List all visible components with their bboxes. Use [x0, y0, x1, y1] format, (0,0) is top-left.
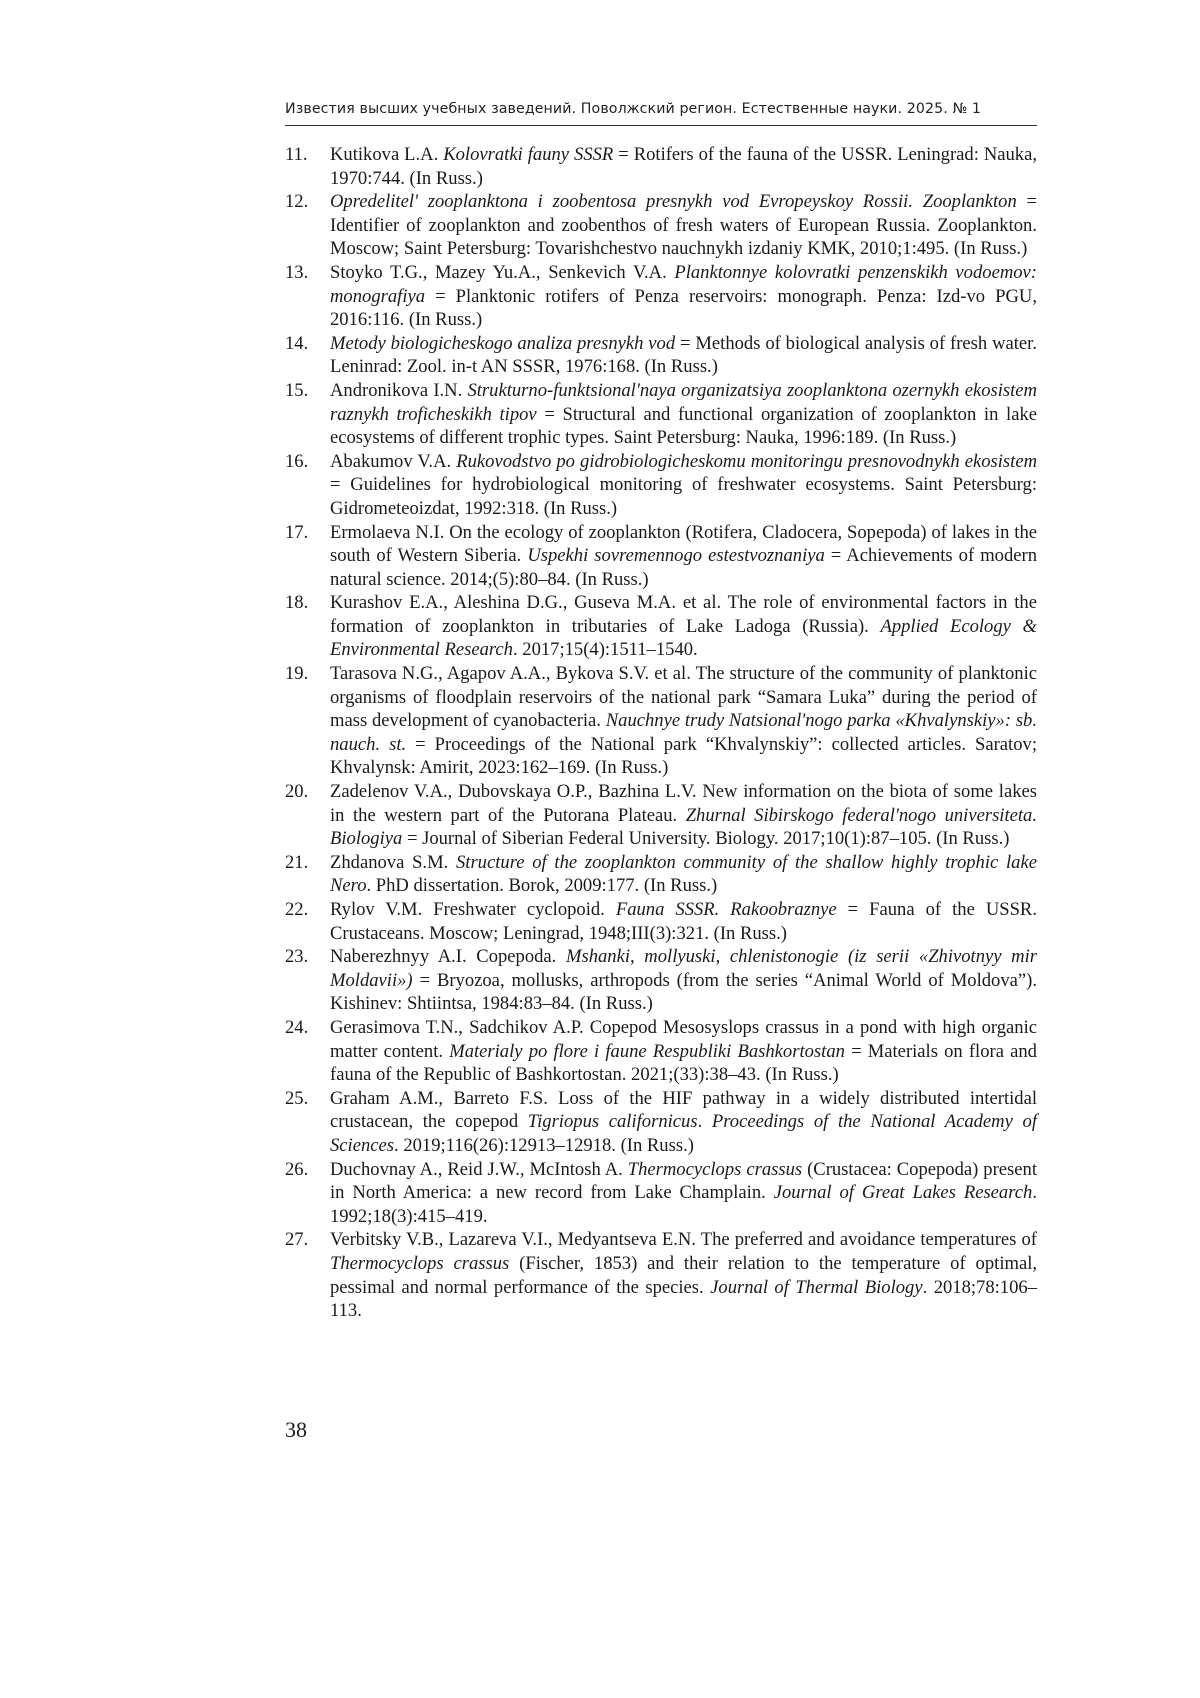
reference-segment: Graham A.M., Barreto F.S. Loss of the HIF pathway in a widely distributed intertidal crustacean, the copepod: [330, 1088, 1037, 1133]
reference-segment: = Identifier of zooplankton and zoobenthos of fresh waters of European Russia. Zoo­plankton. Moscow; Saint Petersburg: Tovarishchestvo nauchnykh izdaniy KMK, 2010;1:495. (In Russ.): [330, 191, 1037, 259]
reference-list: [285, 143, 1037, 1323]
reference-segment: = Achieve­ments of modern natural science. 2014;(5):80–84. (In Russ.): [330, 545, 1037, 590]
reference-segment: . PhD dissertation. Borok, 2009:177. (In Russ.): [367, 875, 718, 896]
reference-segment: = Materials on flora and fauna of the Republic of Bashkortostan. 2021;(33):38–43. (In Russ.): [330, 1041, 1037, 1086]
reference-segment: = Planktonic rotifers of Penza reservoirs: monograph. Penza: Izd-vo PGU, 2016:116. (In Russ.): [330, 286, 1037, 331]
reference-segment: Tarasova N.G., Agapov A.A., Bykova S.V. et al. The structure of the community of planktonic organisms of floodplain reservoirs of the national park “Samara Luka” dur­ing the period of mass development of cyanobacteria.: [330, 663, 1037, 731]
reference-segment: = Proceedings of the National park “Khvalynskiy”: collected articles. Saratov; Khvalynsk: Amirit, 2023:162–169. (In Russ.): [330, 734, 1037, 779]
header-rule: [285, 125, 1037, 126]
reference-italic-segment: Thermocyclops crassus: [330, 1253, 509, 1274]
reference-text: [330, 450, 1037, 521]
reference-italic-segment: Zhurnal Sibirskogo federal'nogo uni­versiteta. Biologiya: [330, 805, 1037, 850]
reference-item: [285, 143, 1037, 190]
reference-italic-segment: Proceedings of the National Academy of Sciences: [330, 1111, 1037, 1156]
reference-item: [285, 332, 1037, 379]
reference-segment: Kutikova L.A.: [330, 144, 443, 165]
reference-number: 13.: [285, 261, 330, 332]
reference-segment: Naberezhnyy A.I. Copepoda.: [330, 946, 566, 967]
reference-segment: Stoyko T.G., Mazey Yu.A., Senkevich V.A.: [330, 262, 674, 283]
reference-italic-segment: Mshanki, mollyuski, chlenistonogie (iz serii «Zhivotnyy mir Moldavii»): [330, 946, 1037, 991]
reference-segment: Gerasimova T.N., Sadchikov A.P. Copepod Mesosyslops crassus in a pond with high organic matter content.: [330, 1017, 1037, 1062]
reference-number: 18.: [285, 591, 330, 662]
reference-text: [330, 379, 1037, 450]
reference-segment: = Bryozoa, mollusks, arthropods (from the series “Animal World of Moldova”). Kishinev: Shtiintsa, 1984:83–84. (In Russ.): [330, 970, 1037, 1015]
reference-number: 23.: [285, 945, 330, 1016]
reference-text: [330, 945, 1037, 1016]
reference-text: [330, 143, 1037, 190]
reference-segment: = Journal of Siberian Federal University. Biology. 2017;10(1):87–105. (In Russ.): [402, 828, 1009, 849]
reference-item: [285, 662, 1037, 780]
reference-text: [330, 521, 1037, 592]
reference-number: 20.: [285, 780, 330, 851]
reference-italic-segment: Opredelitel' zooplanktona i zoobentosa presnykh vod Evropeyskoy Rossii. Zooplankton: [330, 191, 1017, 212]
reference-italic-segment: Nauchnye trudy Natsional'nogo parka «Khvalynskiy»: sb. nauch. st.: [330, 710, 1037, 755]
reference-item: [285, 1087, 1037, 1158]
reference-segment: = Guidelines for hydrobiological monitoring of freshwater ecosystems. Saint Petersburg: Gidrometeoizdat, 1992:318. (In Russ.): [330, 474, 1037, 519]
reference-number: 24.: [285, 1016, 330, 1087]
reference-segment: Rylov V.M. Freshwater cyclopoid.: [330, 899, 616, 920]
reference-text: [330, 1228, 1037, 1322]
reference-number: 17.: [285, 521, 330, 592]
reference-item: [285, 1158, 1037, 1229]
reference-number: 11.: [285, 143, 330, 190]
reference-item: [285, 190, 1037, 261]
reference-text: [330, 261, 1037, 332]
reference-item: [285, 1228, 1037, 1322]
reference-italic-segment: Metody biologicheskogo analiza presnykh vod: [330, 333, 675, 354]
reference-italic-segment: Uspekhi sovremennogo estestvoznaniya: [527, 545, 824, 566]
reference-item: [285, 851, 1037, 898]
reference-text: [330, 332, 1037, 379]
reference-text: [330, 190, 1037, 261]
reference-text: [330, 1016, 1037, 1087]
reference-item: [285, 450, 1037, 521]
reference-text: [330, 662, 1037, 780]
reference-italic-segment: Planktonnye kolovratki penzenskikh vodoemov: monografiya: [330, 262, 1037, 307]
reference-segment: . 2018;78:106–113.: [330, 1277, 1037, 1322]
reference-item: [285, 945, 1037, 1016]
page-number: 38: [285, 1417, 307, 1443]
reference-number: 21.: [285, 851, 330, 898]
reference-item: [285, 1016, 1037, 1087]
reference-segment: Zadelenov V.A., Dubovskaya O.P., Bazhina L.V. New information on the biota of some lakes in the western part of the Putorana Plateau.: [330, 781, 1037, 826]
reference-segment: Abakumov V.A.: [330, 451, 456, 472]
reference-italic-segment: Fauna SSSR. Rakoobraznye: [616, 899, 837, 920]
reference-segment: .: [698, 1111, 712, 1132]
reference-number: 27.: [285, 1228, 330, 1322]
reference-segment: . 2017;15(4):1511–1540.: [513, 639, 698, 660]
reference-number: 25.: [285, 1087, 330, 1158]
reference-segment: Duchovnay A., Reid J.W., McIntosh A.: [330, 1159, 628, 1180]
reference-italic-segment: Tigriopus californicus: [528, 1111, 698, 1132]
reference-segment: Zhdanova S.M.: [330, 852, 456, 873]
reference-segment: = Methods of biological analysis of fresh water. Leninrad: Zool. in-t AN SSSR, 1976:168. (In Russ.): [330, 333, 1037, 378]
reference-number: 22.: [285, 898, 330, 945]
reference-text: [330, 591, 1037, 662]
reference-segment: (Fischer, 1853) and their relation to the temperature of optimal, pessimal and normal performance of the species.: [330, 1253, 1037, 1298]
reference-italic-segment: Applied Ecology & Environmental Research: [330, 616, 1037, 661]
reference-text: [330, 851, 1037, 898]
running-header: Известия высших учебных заведений. Поволжский регион. Естественные науки. 2025. № 1: [285, 101, 1037, 117]
reference-segment: = Fauna of the USSR. Crustaceans. Moscow; Leningrad, 1948;III(3):321. (In Russ.): [330, 899, 1037, 944]
reference-number: 15.: [285, 379, 330, 450]
reference-number: 16.: [285, 450, 330, 521]
reference-italic-segment: Strukturno-funktsional'naya organizatsiya zooplanktona ozernykh ekosistem raznykh troficheskikh tipov: [330, 380, 1037, 425]
reference-italic-segment: Structure of the zooplankton community of the shallow highly trophic lake Nero: [330, 852, 1037, 897]
reference-italic-segment: Kolovratki fauny SSSR: [443, 144, 613, 165]
reference-item: [285, 379, 1037, 450]
reference-text: [330, 898, 1037, 945]
reference-segment: Ermolaeva N.I. On the ecology of zooplankton (Rotifera, Cladocera, Sopepoda) of lakes in the south of Western Siberia.: [330, 522, 1037, 567]
reference-number: 14.: [285, 332, 330, 379]
reference-italic-segment: Rukovodstvo po gidrobiologicheskomu monitoringu presnovodnykh ekosistem: [456, 451, 1037, 472]
reference-segment: . 1992;18(3):415–419.: [330, 1182, 1037, 1227]
reference-italic-segment: Thermocyclops crassus: [628, 1159, 802, 1180]
reference-item: [285, 261, 1037, 332]
reference-text: [330, 1158, 1037, 1229]
reference-italic-segment: Journal of Thermal Biol­ogy: [710, 1277, 922, 1298]
reference-segment: Andronikova I.N.: [330, 380, 467, 401]
reference-text: [330, 780, 1037, 851]
reference-item: [285, 591, 1037, 662]
reference-segment: = Rotifers of the fauna of the USSR. Leningrad: Nauka, 1970:744. (In Russ.): [330, 144, 1037, 189]
reference-segment: = Structural and functional organization of zoo­plankton in lake ecosystems of different trophic types. Saint Petersburg: Nauka, 1996:189. (In Russ.): [330, 404, 1037, 449]
reference-item: [285, 780, 1037, 851]
reference-item: [285, 898, 1037, 945]
reference-text: [330, 1087, 1037, 1158]
reference-number: 26.: [285, 1158, 330, 1229]
reference-number: 19.: [285, 662, 330, 780]
reference-item: [285, 521, 1037, 592]
reference-italic-segment: Materialy po flore i faune Respubliki Bashkortostan: [449, 1041, 845, 1062]
reference-number: 12.: [285, 190, 330, 261]
reference-segment: Verbitsky V.B., Lazareva V.I., Medyantseva E.N. The preferred and avoidance temper­atures of: [330, 1229, 1037, 1250]
reference-segment: . 2019;116(26):12913–12918. (In Russ.): [394, 1135, 694, 1156]
reference-italic-segment: Journal of Great Lakes Research: [774, 1182, 1033, 1203]
reference-segment: Kurashov E.A., Aleshina D.G., Guseva M.A. et al. The role of environmental factors in the formation of zooplankton in tributaries of Lake Ladoga (Russia).: [330, 592, 1037, 637]
reference-segment: (Crustacea: Copepoda) present in North America: a new record from Lake Champlain.: [330, 1159, 1037, 1204]
